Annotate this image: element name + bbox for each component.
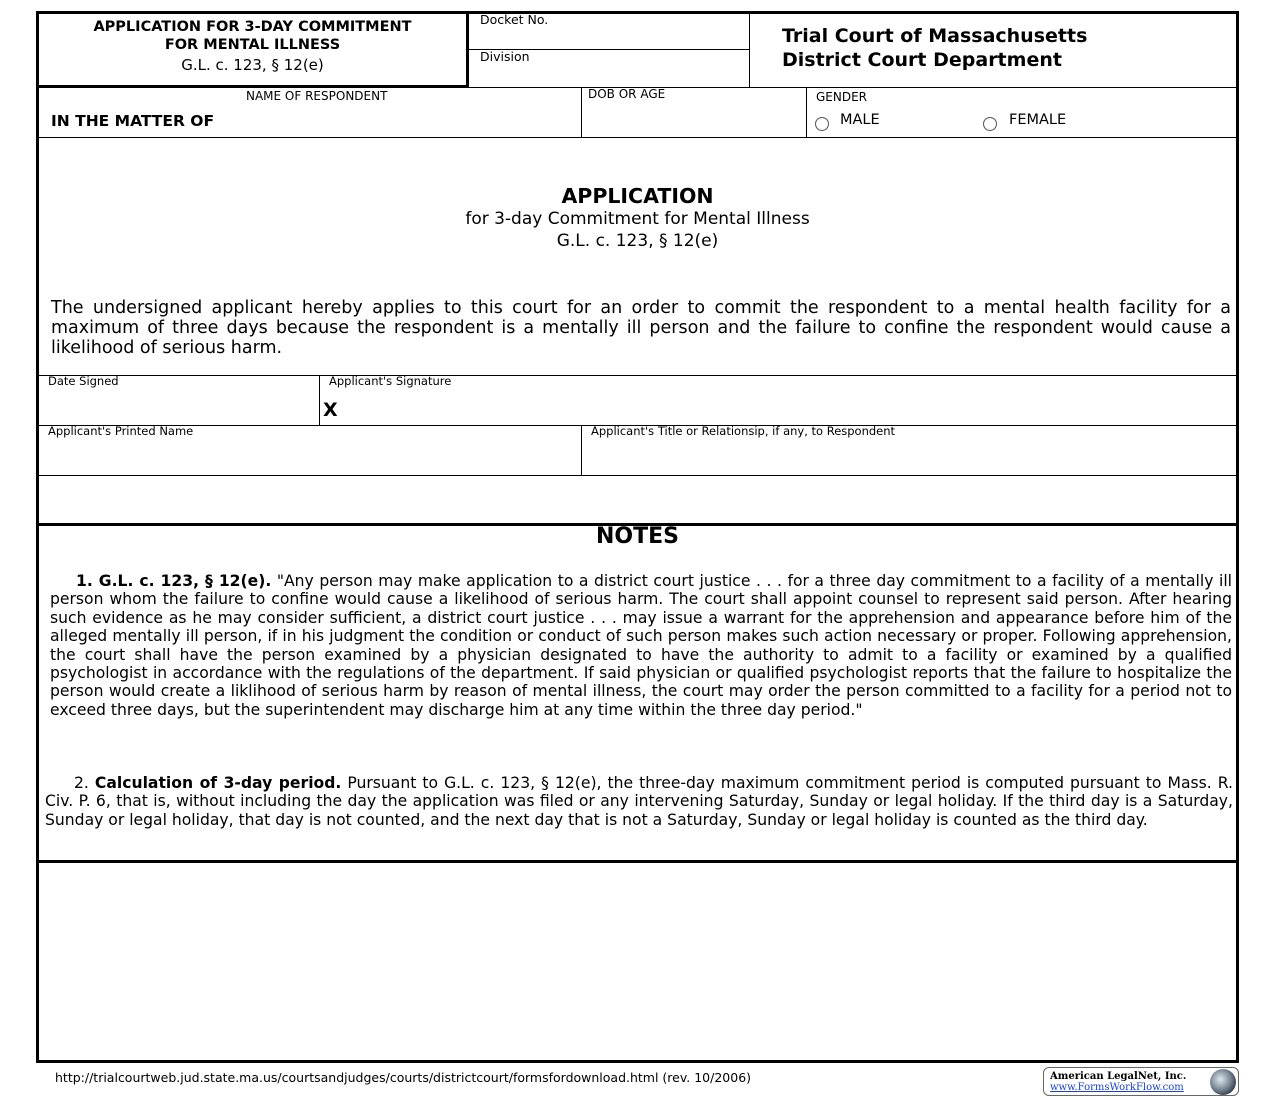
footer-url: http://trialcourtweb.jud.state.ma.us/courtsandjudges/courts/districtcourt/formsfordownload.html (rev. 10/2006)	[55, 1070, 752, 1085]
court-name: Trial Court of Massachusetts District Court Department	[782, 25, 1088, 71]
dob-field[interactable]	[584, 104, 802, 134]
globe-icon	[1210, 1069, 1236, 1095]
divider	[39, 375, 1237, 376]
application-subheading: for 3-day Commitment for Mental Illness	[465, 209, 810, 229]
divider	[319, 375, 320, 425]
divider	[469, 87, 1237, 88]
applicant-title-label: Applicant's Title or Relationsip, if any, to Respondent	[591, 424, 896, 438]
docket-label: Docket No.	[480, 12, 549, 27]
application-statement: The undersigned applicant hereby applies to this court for an order to commit the respondent to a mental health facility for a maximum of three days because the respondent is a mentally ill person and the failure to confine the respondent would cause a likelihood of serious harm.	[51, 298, 1231, 358]
form-citation: G.L. c. 123, § 12(e)	[181, 56, 324, 74]
signature-mark: X	[323, 399, 338, 421]
divider	[39, 860, 1237, 863]
date-signed-field[interactable]	[42, 390, 314, 422]
form-title: APPLICATION FOR 3-DAY COMMITMENT FOR MENTAL ILLNESS	[93, 19, 412, 53]
divider	[39, 475, 1237, 476]
logo-company: American LegalNet, Inc.	[1050, 1071, 1187, 1082]
note-2-number: 2.	[74, 774, 95, 792]
application-citation: G.L. c. 123, § 12(e)	[556, 231, 719, 251]
applicant-title-field[interactable]	[585, 440, 1233, 472]
male-label: MALE	[840, 112, 880, 128]
application-heading: APPLICATION	[561, 184, 714, 208]
divider	[39, 137, 1237, 138]
division-field[interactable]	[470, 64, 748, 86]
docket-field[interactable]	[470, 28, 748, 48]
respondent-name-label: NAME OF RESPONDENT	[246, 89, 388, 103]
respondent-name-field[interactable]	[245, 106, 575, 134]
date-signed-label: Date Signed	[48, 374, 119, 388]
divider	[581, 425, 582, 475]
divider	[806, 87, 807, 137]
dob-label: DOB OR AGE	[588, 87, 666, 101]
publisher-logo[interactable]	[1043, 1067, 1239, 1096]
gender-label: GENDER	[816, 90, 868, 104]
form-title-box	[39, 13, 469, 88]
note-2-lead: Calculation of 3-day period.	[94, 774, 342, 792]
notes-heading: NOTES	[596, 524, 679, 549]
printed-name-field[interactable]	[42, 440, 577, 472]
note-2	[45, 774, 1233, 829]
note-2-text: Pursuant to G.L. c. 123, § 12(e), the three-day maximum commitment period is computed pursuant to Mass. R. Civ. P. 6, that is, without including the day the application was filed or any intervening Saturday, Sunday or legal holiday. If the third day is a Saturday, Sunday or legal holiday, that day is not counted, and the next day that is not a Saturday, Sunday or legal holiday is counted as the third day.	[45, 774, 1233, 829]
matter-of-label: IN THE MATTER OF	[51, 112, 215, 130]
note-1	[50, 572, 1232, 719]
divider	[749, 13, 750, 87]
note-1-text: "Any person may make application to a district court justice . . . for a three day commitment to a facility of a mentally ill person whom the failure to confine would cause a likelihood of serious harm. The court shall appoint counsel to represent said person. After hearing such evidence as he may consider sufficient, a district court justice . . . may issue a warrant for the apprehension and appearance before him of the alleged mentally ill person, if in his judgment the condition or conduct of such person makes such action necessary or proper. Following apprehension, the court shall have the person examined by a physician designated to have the authority to admit to a facility or examined by a qualified psychologist in accordance with the regulations of the department. If said physician or qualified psychologist reports that the failure to hospitalize the person would create a liklihood of serious harm by reason of mental illness, the court may order the person committed to a facility for a period not to exceed three days, but the superintendent may discharge him at any time within the three day period."	[50, 572, 1232, 719]
male-radio[interactable]	[815, 117, 829, 131]
applicant-signature-field[interactable]	[345, 390, 1233, 422]
division-label: Division	[480, 49, 530, 64]
applicant-signature-label: Applicant's Signature	[329, 374, 452, 388]
female-radio[interactable]	[983, 117, 997, 131]
note-1-lead: 1. G.L. c. 123, § 12(e).	[76, 572, 272, 590]
female-label: FEMALE	[1009, 112, 1067, 128]
logo-link[interactable]: www.FormsWorkFlow.com	[1050, 1082, 1184, 1093]
printed-name-label: Applicant's Printed Name	[48, 424, 194, 438]
divider	[581, 87, 582, 137]
